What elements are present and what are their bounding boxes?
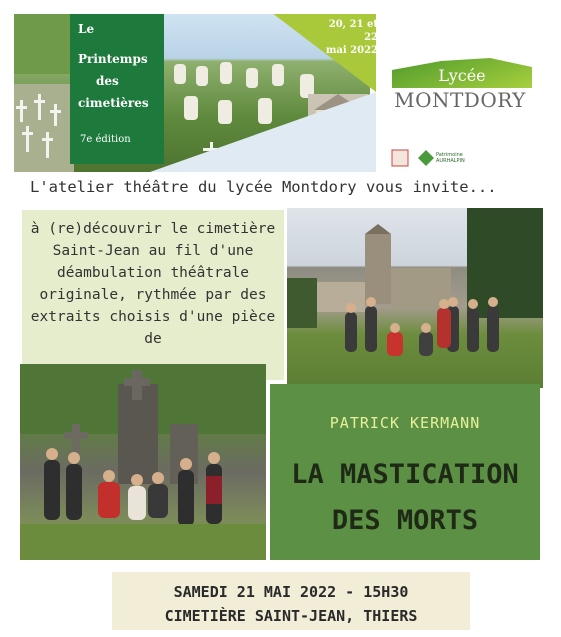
monument-group-photo — [20, 364, 266, 560]
play-author: PATRICK KERMANN — [329, 414, 481, 432]
play-title-line-1: LA MASTICATION — [291, 459, 519, 490]
event-title-line-1: Le — [78, 22, 95, 36]
play-title-line-2: DES MORTS — [331, 505, 479, 536]
dates-line-1: 20, 21 et 22 — [328, 19, 378, 43]
event-datetime: SAMEDI 21 MAI 2022 - 15H30 — [173, 583, 409, 601]
event-title-box — [70, 14, 164, 164]
lycee-logo-line1: Lycée — [438, 66, 486, 85]
church-group-photo — [287, 208, 543, 388]
lycee-logo-name: MONTDORY — [394, 88, 526, 112]
dates-line-2: mai 2022 — [325, 45, 378, 56]
event-title-line-4: cimetières — [78, 96, 149, 110]
play-title — [270, 452, 540, 544]
event-location: CIMETIÈRE SAINT-JEAN, THIERS — [164, 607, 418, 625]
intro-line-5: extraits choisis d'une pièce de — [30, 309, 276, 347]
intro-line-4: originale, rythmée par des — [39, 287, 267, 303]
intro-line-2: Saint-Jean au fil d'une — [52, 243, 254, 259]
intro-text — [22, 218, 284, 350]
partner-logo — [390, 146, 464, 170]
church-illustration — [287, 208, 543, 388]
event-edition: 7e édition — [80, 134, 131, 145]
intro-line-1: à (re)découvrir le cimetière — [30, 221, 276, 237]
monument-illustration — [20, 364, 266, 560]
event-dates — [322, 18, 378, 57]
intro-line-3: déambulation théâtrale — [56, 265, 250, 281]
event-title-line-3: des — [96, 74, 119, 88]
invite-line: L'atelier théâtre du lycée Montdory vous invite... — [30, 178, 497, 196]
partner-logo-text: Patrimoine AURHALPIN — [436, 152, 465, 164]
event-details — [112, 580, 470, 628]
event-title-line-2: Printemps — [78, 52, 148, 66]
